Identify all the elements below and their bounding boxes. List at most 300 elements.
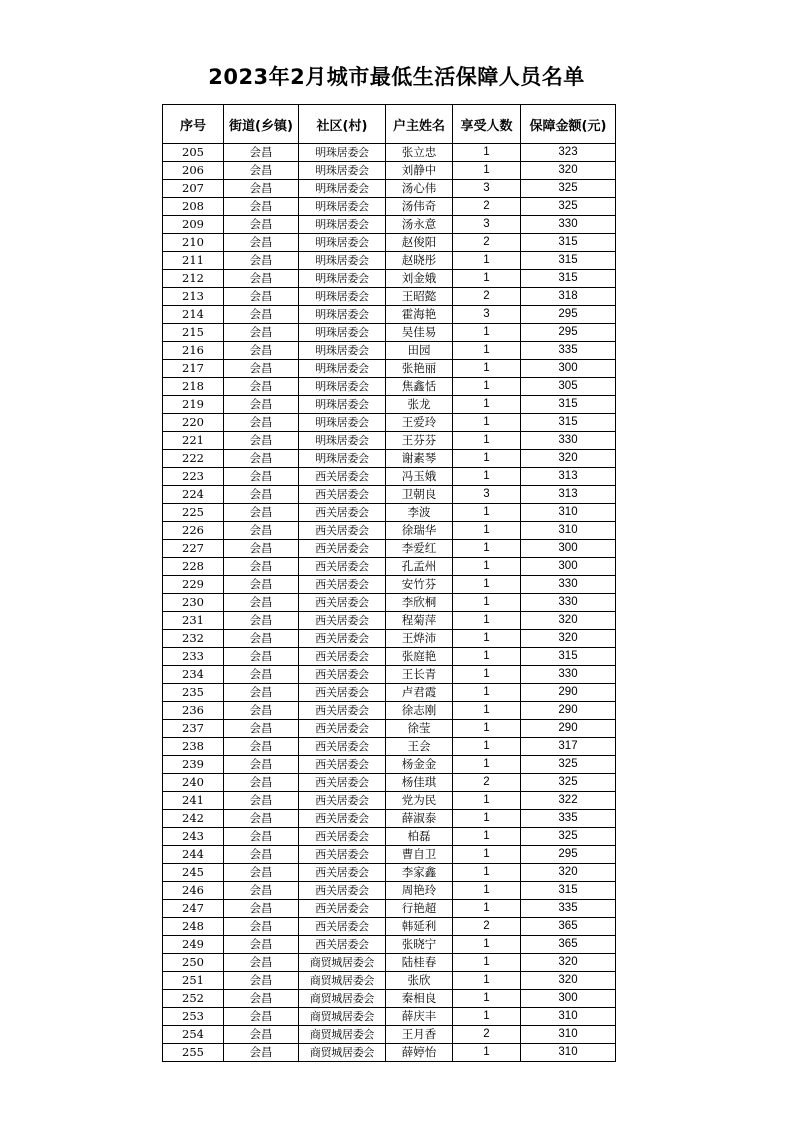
cell-count: 3 [453,486,521,504]
cell-householder: 王长青 [386,666,453,684]
cell-seq: 234 [163,666,224,684]
cell-amount: 315 [521,234,616,252]
cell-count: 1 [453,558,521,576]
cell-street: 会昌 [224,738,299,756]
cell-street: 会昌 [224,522,299,540]
cell-amount: 325 [521,828,616,846]
cell-householder: 张立忠 [386,144,453,162]
cell-householder: 杨金金 [386,756,453,774]
cell-street: 会昌 [224,252,299,270]
cell-street: 会昌 [224,144,299,162]
cell-street: 会昌 [224,1026,299,1044]
table-row [163,612,616,630]
table-row [163,648,616,666]
cell-seq: 222 [163,450,224,468]
cell-community: 西关居委会 [299,810,386,828]
cell-householder: 李欣桐 [386,594,453,612]
cell-householder: 焦鑫恬 [386,378,453,396]
cell-street: 会昌 [224,954,299,972]
cell-seq: 237 [163,720,224,738]
cell-count: 2 [453,198,521,216]
table-row [163,846,616,864]
cell-amount: 310 [521,1026,616,1044]
cell-count: 1 [453,990,521,1008]
table-row [163,522,616,540]
cell-community: 明珠居委会 [299,360,386,378]
header-street: 街道(乡镇) [224,105,299,144]
cell-householder: 张艳丽 [386,360,453,378]
cell-count: 1 [453,360,521,378]
cell-street: 会昌 [224,450,299,468]
cell-street: 会昌 [224,684,299,702]
cell-amount: 325 [521,774,616,792]
table-row [163,432,616,450]
cell-community: 西关居委会 [299,702,386,720]
cell-amount: 325 [521,756,616,774]
cell-seq: 214 [163,306,224,324]
cell-count: 1 [453,162,521,180]
cell-count: 1 [453,864,521,882]
cell-community: 西关居委会 [299,594,386,612]
cell-street: 会昌 [224,882,299,900]
cell-seq: 226 [163,522,224,540]
cell-street: 会昌 [224,180,299,198]
cell-amount: 335 [521,342,616,360]
cell-seq: 217 [163,360,224,378]
cell-householder: 刘静中 [386,162,453,180]
cell-street: 会昌 [224,342,299,360]
cell-community: 西关居委会 [299,900,386,918]
table-row [163,360,616,378]
cell-amount: 317 [521,738,616,756]
cell-street: 会昌 [224,198,299,216]
cell-street: 会昌 [224,576,299,594]
cell-seq: 227 [163,540,224,558]
cell-householder: 陆桂春 [386,954,453,972]
cell-count: 2 [453,918,521,936]
cell-householder: 田园 [386,342,453,360]
cell-seq: 245 [163,864,224,882]
table-row [163,468,616,486]
cell-count: 1 [453,144,521,162]
cell-amount: 330 [521,576,616,594]
table-row [163,324,616,342]
cell-community: 商贸城居委会 [299,972,386,990]
cell-seq: 207 [163,180,224,198]
cell-seq: 225 [163,504,224,522]
cell-seq: 253 [163,1008,224,1026]
cell-amount: 330 [521,666,616,684]
cell-householder: 汤伟奇 [386,198,453,216]
cell-community: 西关居委会 [299,936,386,954]
cell-amount: 365 [521,936,616,954]
cell-householder: 吴佳易 [386,324,453,342]
cell-seq: 208 [163,198,224,216]
cell-street: 会昌 [224,612,299,630]
cell-amount: 300 [521,360,616,378]
cell-count: 1 [453,738,521,756]
table-row [163,1026,616,1044]
cell-seq: 247 [163,900,224,918]
cell-amount: 335 [521,900,616,918]
cell-community: 西关居委会 [299,504,386,522]
cell-community: 明珠居委会 [299,180,386,198]
cell-seq: 206 [163,162,224,180]
cell-count: 1 [453,594,521,612]
table-row [163,342,616,360]
table-row [163,954,616,972]
cell-seq: 238 [163,738,224,756]
cell-community: 西关居委会 [299,486,386,504]
cell-count: 1 [453,432,521,450]
cell-householder: 张庭艳 [386,648,453,666]
cell-amount: 315 [521,396,616,414]
cell-street: 会昌 [224,378,299,396]
cell-householder: 薛庆丰 [386,1008,453,1026]
cell-amount: 315 [521,252,616,270]
cell-householder: 汤心伟 [386,180,453,198]
table-row [163,486,616,504]
header-amount: 保障金额(元) [521,105,616,144]
cell-amount: 290 [521,720,616,738]
cell-community: 明珠居委会 [299,396,386,414]
cell-seq: 240 [163,774,224,792]
cell-community: 西关居委会 [299,612,386,630]
cell-street: 会昌 [224,936,299,954]
cell-seq: 248 [163,918,224,936]
cell-householder: 王爱玲 [386,414,453,432]
cell-amount: 320 [521,864,616,882]
cell-count: 1 [453,522,521,540]
cell-householder: 冯玉娥 [386,468,453,486]
cell-amount: 320 [521,954,616,972]
cell-community: 西关居委会 [299,540,386,558]
cell-householder: 李家鑫 [386,864,453,882]
table-row [163,774,616,792]
cell-seq: 218 [163,378,224,396]
cell-amount: 310 [521,522,616,540]
cell-amount: 335 [521,810,616,828]
cell-street: 会昌 [224,216,299,234]
cell-amount: 315 [521,882,616,900]
table-row [163,234,616,252]
cell-amount: 313 [521,486,616,504]
cell-street: 会昌 [224,486,299,504]
cell-count: 1 [453,504,521,522]
cell-householder: 徐莹 [386,720,453,738]
cell-amount: 323 [521,144,616,162]
cell-amount: 295 [521,846,616,864]
cell-community: 西关居委会 [299,630,386,648]
cell-count: 1 [453,450,521,468]
cell-seq: 211 [163,252,224,270]
header-householder: 户主姓名 [386,105,453,144]
cell-count: 1 [453,468,521,486]
cell-amount: 295 [521,306,616,324]
cell-community: 明珠居委会 [299,234,386,252]
cell-householder: 卫朝良 [386,486,453,504]
cell-amount: 290 [521,702,616,720]
cell-seq: 243 [163,828,224,846]
table-row [163,288,616,306]
cell-count: 1 [453,666,521,684]
cell-count: 1 [453,936,521,954]
table-row [163,1044,616,1062]
table-row [163,450,616,468]
header-community: 社区(村) [299,105,386,144]
cell-count: 1 [453,576,521,594]
cell-seq: 236 [163,702,224,720]
cell-community: 明珠居委会 [299,306,386,324]
table-row [163,540,616,558]
cell-street: 会昌 [224,162,299,180]
cell-amount: 295 [521,324,616,342]
cell-community: 西关居委会 [299,522,386,540]
cell-count: 2 [453,288,521,306]
cell-seq: 235 [163,684,224,702]
cell-householder: 汤永意 [386,216,453,234]
cell-street: 会昌 [224,540,299,558]
cell-count: 3 [453,180,521,198]
cell-amount: 318 [521,288,616,306]
cell-householder: 赵俊阳 [386,234,453,252]
table-row [163,504,616,522]
cell-community: 西关居委会 [299,666,386,684]
table-row [163,414,616,432]
cell-street: 会昌 [224,630,299,648]
cell-count: 1 [453,756,521,774]
cell-street: 会昌 [224,792,299,810]
cell-seq: 232 [163,630,224,648]
cell-amount: 320 [521,630,616,648]
cell-community: 西关居委会 [299,720,386,738]
cell-count: 1 [453,648,521,666]
cell-count: 1 [453,414,521,432]
cell-householder: 王月香 [386,1026,453,1044]
cell-householder: 徐瑞华 [386,522,453,540]
cell-community: 明珠居委会 [299,450,386,468]
cell-seq: 212 [163,270,224,288]
cell-seq: 230 [163,594,224,612]
cell-community: 明珠居委会 [299,342,386,360]
cell-community: 商贸城居委会 [299,1008,386,1026]
cell-community: 明珠居委会 [299,324,386,342]
cell-seq: 229 [163,576,224,594]
cell-householder: 周艳玲 [386,882,453,900]
cell-community: 西关居委会 [299,792,386,810]
cell-householder: 张欣 [386,972,453,990]
cell-street: 会昌 [224,396,299,414]
cell-householder: 杨佳琪 [386,774,453,792]
cell-amount: 320 [521,162,616,180]
cell-amount: 320 [521,450,616,468]
cell-householder: 张晓宁 [386,936,453,954]
table-row [163,162,616,180]
cell-street: 会昌 [224,990,299,1008]
header-count: 享受人数 [453,105,521,144]
cell-count: 2 [453,1026,521,1044]
cell-count: 1 [453,954,521,972]
table-row [163,306,616,324]
cell-householder: 行艳超 [386,900,453,918]
cell-seq: 246 [163,882,224,900]
cell-amount: 320 [521,612,616,630]
cell-amount: 310 [521,1044,616,1062]
cell-seq: 241 [163,792,224,810]
table-row [163,756,616,774]
cell-street: 会昌 [224,234,299,252]
table-row [163,918,616,936]
cell-householder: 秦相良 [386,990,453,1008]
cell-seq: 249 [163,936,224,954]
table-row [163,180,616,198]
cell-seq: 219 [163,396,224,414]
cell-householder: 安竹芬 [386,576,453,594]
cell-community: 明珠居委会 [299,414,386,432]
cell-community: 商贸城居委会 [299,1044,386,1062]
table-row [163,684,616,702]
table-row [163,936,616,954]
cell-street: 会昌 [224,1044,299,1062]
cell-count: 1 [453,612,521,630]
cell-householder: 王烨沛 [386,630,453,648]
cell-seq: 228 [163,558,224,576]
cell-seq: 210 [163,234,224,252]
cell-street: 会昌 [224,324,299,342]
cell-count: 1 [453,396,521,414]
cell-seq: 221 [163,432,224,450]
table-header-row [163,105,616,144]
table-row [163,270,616,288]
cell-community: 明珠居委会 [299,144,386,162]
cell-count: 1 [453,270,521,288]
cell-seq: 244 [163,846,224,864]
table-row [163,738,616,756]
cell-count: 1 [453,684,521,702]
header-seq: 序号 [163,105,224,144]
cell-community: 西关居委会 [299,864,386,882]
table-row [163,198,616,216]
cell-count: 1 [453,252,521,270]
cell-seq: 231 [163,612,224,630]
cell-householder: 王芬芬 [386,432,453,450]
cell-street: 会昌 [224,648,299,666]
cell-count: 1 [453,1008,521,1026]
cell-householder: 徐志刚 [386,702,453,720]
cell-community: 商贸城居委会 [299,990,386,1008]
table-row [163,972,616,990]
table-row [163,576,616,594]
cell-community: 商贸城居委会 [299,1026,386,1044]
cell-street: 会昌 [224,828,299,846]
cell-seq: 233 [163,648,224,666]
cell-community: 明珠居委会 [299,252,386,270]
cell-householder: 张龙 [386,396,453,414]
cell-householder: 赵晓彤 [386,252,453,270]
cell-householder: 李爱红 [386,540,453,558]
table-row [163,144,616,162]
cell-amount: 315 [521,414,616,432]
cell-street: 会昌 [224,846,299,864]
cell-householder: 卢君霞 [386,684,453,702]
cell-seq: 242 [163,810,224,828]
cell-count: 1 [453,702,521,720]
cell-amount: 365 [521,918,616,936]
cell-amount: 330 [521,216,616,234]
cell-count: 1 [453,630,521,648]
table-row [163,792,616,810]
cell-seq: 251 [163,972,224,990]
cell-count: 1 [453,882,521,900]
cell-community: 西关居委会 [299,774,386,792]
cell-community: 明珠居委会 [299,288,386,306]
cell-street: 会昌 [224,594,299,612]
cell-count: 1 [453,720,521,738]
cell-count: 1 [453,540,521,558]
cell-seq: 223 [163,468,224,486]
cell-seq: 220 [163,414,224,432]
cell-community: 商贸城居委会 [299,954,386,972]
cell-street: 会昌 [224,432,299,450]
cell-amount: 313 [521,468,616,486]
table-row [163,252,616,270]
table-row [163,864,616,882]
cell-street: 会昌 [224,900,299,918]
cell-seq: 216 [163,342,224,360]
cell-community: 明珠居委会 [299,432,386,450]
cell-count: 2 [453,234,521,252]
cell-count: 1 [453,324,521,342]
cell-community: 明珠居委会 [299,270,386,288]
table-row [163,558,616,576]
cell-street: 会昌 [224,810,299,828]
cell-householder: 曹自卫 [386,846,453,864]
cell-community: 西关居委会 [299,576,386,594]
table-row [163,810,616,828]
cell-count: 1 [453,810,521,828]
cell-count: 1 [453,828,521,846]
table-row [163,216,616,234]
cell-street: 会昌 [224,756,299,774]
cell-seq: 239 [163,756,224,774]
cell-householder: 程菊萍 [386,612,453,630]
table-row [163,594,616,612]
cell-amount: 300 [521,990,616,1008]
cell-community: 明珠居委会 [299,198,386,216]
cell-count: 1 [453,972,521,990]
cell-householder: 孔孟州 [386,558,453,576]
cell-street: 会昌 [224,414,299,432]
cell-householder: 韩延利 [386,918,453,936]
cell-householder: 王昭懿 [386,288,453,306]
page-title: 2023年2月城市最低生活保障人员名单 [208,65,585,89]
cell-count: 3 [453,306,521,324]
table-row [163,900,616,918]
cell-householder: 党为民 [386,792,453,810]
cell-seq: 254 [163,1026,224,1044]
cell-seq: 252 [163,990,224,1008]
cell-community: 西关居委会 [299,558,386,576]
cell-community: 西关居委会 [299,846,386,864]
cell-street: 会昌 [224,918,299,936]
cell-count: 3 [453,216,521,234]
cell-street: 会昌 [224,720,299,738]
table-row [163,702,616,720]
cell-householder: 李波 [386,504,453,522]
cell-householder: 谢素琴 [386,450,453,468]
cell-householder: 柏磊 [386,828,453,846]
table-row [163,1008,616,1026]
